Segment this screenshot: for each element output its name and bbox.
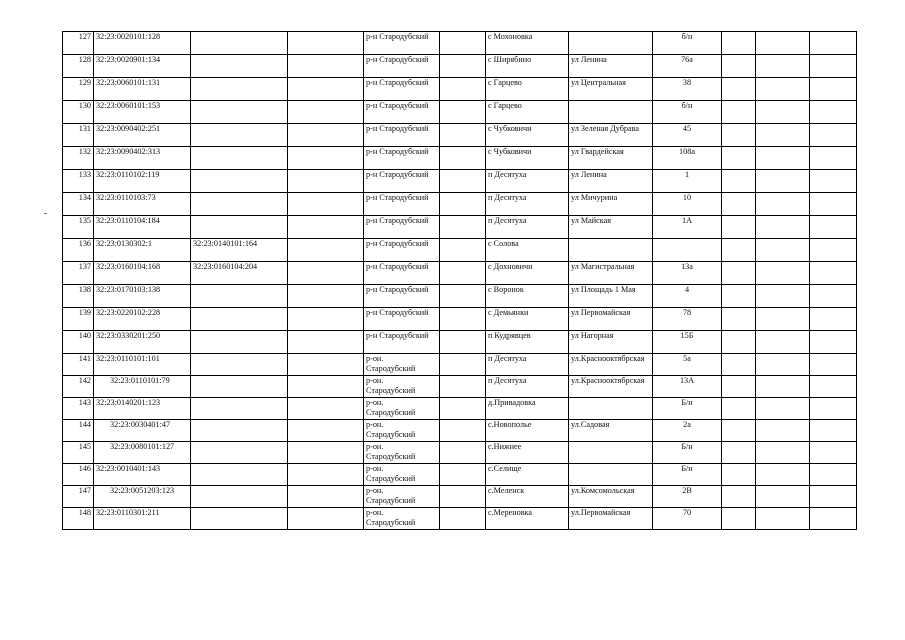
empty-cell [756, 239, 810, 262]
district-cell: р-он. Стародубский [364, 376, 440, 398]
row-number: 148 [63, 508, 94, 530]
street-cell [569, 464, 653, 486]
district-cell: р-н Стародубский [364, 308, 440, 331]
empty-cell [440, 331, 486, 354]
empty-cell [288, 308, 364, 331]
empty-cell [440, 262, 486, 285]
empty-cell [756, 193, 810, 216]
street-cell: ул Первомайская [569, 308, 653, 331]
empty-cell [756, 262, 810, 285]
cadastral-number: 32:23:0020901:134 [94, 55, 191, 78]
settlement-cell: с.Нижнее [486, 442, 569, 464]
empty-cell [722, 376, 756, 398]
empty-cell [810, 354, 857, 376]
cadastral-number-2 [191, 486, 288, 508]
cadastral-number-2 [191, 170, 288, 193]
street-cell: ул Площадь 1 Мая [569, 285, 653, 308]
empty-cell [722, 193, 756, 216]
empty-cell [810, 464, 857, 486]
district-cell: р-н Стародубский [364, 331, 440, 354]
row-number: 137 [63, 262, 94, 285]
table-row [63, 78, 857, 101]
street-cell: ул Майская [569, 216, 653, 239]
table-row [63, 442, 857, 464]
empty-cell [756, 354, 810, 376]
empty-cell [810, 170, 857, 193]
house-number-cell: 10 [653, 193, 722, 216]
street-cell: ул.Комсомольская [569, 486, 653, 508]
table-row [63, 124, 857, 147]
row-number: 142 [63, 376, 94, 398]
cadastral-number-2 [191, 442, 288, 464]
street-cell [569, 101, 653, 124]
house-number-cell: 2В [653, 486, 722, 508]
empty-cell [722, 442, 756, 464]
cadastral-number: 32:23:0220102:228 [94, 308, 191, 331]
empty-cell [756, 308, 810, 331]
row-number: 130 [63, 101, 94, 124]
empty-cell [756, 55, 810, 78]
empty-cell [440, 239, 486, 262]
street-cell: ул.Краснооктябрская [569, 376, 653, 398]
table-body [63, 32, 857, 530]
settlement-cell: п Кудрявцев [486, 331, 569, 354]
empty-cell [722, 398, 756, 420]
table-row [63, 420, 857, 442]
empty-cell [440, 376, 486, 398]
district-cell: р-он. Стародубский [364, 464, 440, 486]
settlement-cell: с.Меленск [486, 486, 569, 508]
cadastral-number-2 [191, 464, 288, 486]
district-cell: р-он. Стародубский [364, 398, 440, 420]
empty-cell [288, 55, 364, 78]
street-cell: ул Магистральная [569, 262, 653, 285]
cadastral-number-2 [191, 285, 288, 308]
empty-cell [810, 216, 857, 239]
street-cell: ул Зеленая Дубрава [569, 124, 653, 147]
table-row [63, 32, 857, 55]
row-number: 144 [63, 420, 94, 442]
cadastral-number: 32:23:0060101:131 [94, 78, 191, 101]
empty-cell [810, 308, 857, 331]
house-number-cell: 2а [653, 420, 722, 442]
cadastral-number: 32:23:0020101:128 [94, 32, 191, 55]
row-number: 131 [63, 124, 94, 147]
row-number: 127 [63, 32, 94, 55]
empty-cell [722, 170, 756, 193]
table-row [63, 101, 857, 124]
district-cell: р-он. Стародубский [364, 354, 440, 376]
empty-cell [722, 147, 756, 170]
cadastral-number-2 [191, 308, 288, 331]
cadastral-number-2: 32:23:0140101:164 [191, 239, 288, 262]
cadastral-number: 32:23:0160104:168 [94, 262, 191, 285]
cadastral-number-2 [191, 398, 288, 420]
table-row [63, 376, 857, 398]
empty-cell [440, 420, 486, 442]
empty-cell [810, 376, 857, 398]
district-cell: р-он. Стародубский [364, 486, 440, 508]
empty-cell [756, 442, 810, 464]
cadastral-number-2 [191, 354, 288, 376]
settlement-cell: с.Селище [486, 464, 569, 486]
empty-cell [288, 124, 364, 147]
settlement-cell: п Десятуха [486, 376, 569, 398]
street-cell: ул Гвардейская [569, 147, 653, 170]
empty-cell [288, 216, 364, 239]
empty-cell [810, 78, 857, 101]
empty-cell [440, 78, 486, 101]
street-cell: ул.Садовая [569, 420, 653, 442]
empty-cell [810, 420, 857, 442]
row-number: 138 [63, 285, 94, 308]
cadastral-number-2: 32:23:0160104:204 [191, 262, 288, 285]
empty-cell [756, 398, 810, 420]
cadastral-number: 32:23:0330201:250 [94, 331, 191, 354]
street-cell: ул Ленина [569, 170, 653, 193]
house-number-cell [653, 239, 722, 262]
street-cell: ул Центральная [569, 78, 653, 101]
house-number-cell: 1 [653, 170, 722, 193]
table-row [63, 331, 857, 354]
row-number: 145 [63, 442, 94, 464]
empty-cell [288, 170, 364, 193]
cadastral-number-2 [191, 32, 288, 55]
empty-cell [440, 101, 486, 124]
settlement-cell: с Чубковичи [486, 124, 569, 147]
house-number-cell: 78 [653, 308, 722, 331]
house-number-cell: 38 [653, 78, 722, 101]
row-number: 129 [63, 78, 94, 101]
street-cell [569, 32, 653, 55]
cadastral-number-2 [191, 55, 288, 78]
empty-cell [288, 508, 364, 530]
empty-cell [722, 331, 756, 354]
cadastral-number: 32:23:0080101:127 [94, 442, 191, 464]
cadastral-number: 32:23:0130302:1 [94, 239, 191, 262]
empty-cell [440, 398, 486, 420]
district-cell: р-н Стародубский [364, 78, 440, 101]
settlement-cell: с Воронок [486, 285, 569, 308]
empty-cell [810, 262, 857, 285]
empty-cell [756, 486, 810, 508]
empty-cell [288, 420, 364, 442]
empty-cell [722, 101, 756, 124]
empty-cell [756, 420, 810, 442]
settlement-cell: с Гарцево [486, 78, 569, 101]
empty-cell [722, 78, 756, 101]
cadastral-number-2 [191, 508, 288, 530]
empty-cell [810, 32, 857, 55]
cadastral-number-2 [191, 78, 288, 101]
empty-cell [722, 464, 756, 486]
house-number-cell: 13А [653, 376, 722, 398]
settlement-cell: с Ширябино [486, 55, 569, 78]
house-number-cell: 76а [653, 55, 722, 78]
empty-cell [810, 101, 857, 124]
house-number-cell: 70 [653, 508, 722, 530]
empty-cell [810, 442, 857, 464]
table-row [63, 262, 857, 285]
empty-cell [440, 55, 486, 78]
settlement-cell: с.Новополье [486, 420, 569, 442]
empty-cell [722, 420, 756, 442]
settlement-cell: с Гарцево [486, 101, 569, 124]
house-number-cell: 45 [653, 124, 722, 147]
empty-cell [440, 170, 486, 193]
empty-cell [756, 101, 810, 124]
empty-cell [440, 193, 486, 216]
district-cell: р-н Стародубский [364, 193, 440, 216]
settlement-cell: с Дохновичи [486, 262, 569, 285]
street-cell [569, 398, 653, 420]
house-number-cell: 108а [653, 147, 722, 170]
cadastral-number: 32:23:0060101:153 [94, 101, 191, 124]
district-cell: р-он. Стародубский [364, 508, 440, 530]
table-row [63, 170, 857, 193]
empty-cell [756, 508, 810, 530]
district-cell: р-н Стародубский [364, 124, 440, 147]
empty-cell [288, 262, 364, 285]
house-number-cell: 5а [653, 354, 722, 376]
empty-cell [440, 442, 486, 464]
district-cell: р-н Стародубский [364, 262, 440, 285]
district-cell: р-н Стародубский [364, 147, 440, 170]
empty-cell [288, 193, 364, 216]
house-number-cell: Б/н [653, 398, 722, 420]
empty-cell [722, 308, 756, 331]
district-cell: р-н Стародубский [364, 55, 440, 78]
house-number-cell: б/н [653, 32, 722, 55]
empty-cell [810, 147, 857, 170]
empty-cell [756, 285, 810, 308]
district-cell: р-н Стародубский [364, 216, 440, 239]
settlement-cell: п Десятуха [486, 193, 569, 216]
settlement-cell: с Демьянки [486, 308, 569, 331]
empty-cell [722, 32, 756, 55]
empty-cell [810, 239, 857, 262]
empty-cell [440, 508, 486, 530]
empty-cell [440, 464, 486, 486]
settlement-cell: п Десятуха [486, 170, 569, 193]
empty-cell [722, 124, 756, 147]
cadastral-number: 32:23:0051203:123 [94, 486, 191, 508]
empty-cell [810, 124, 857, 147]
empty-cell [288, 354, 364, 376]
house-number-cell: 1А [653, 216, 722, 239]
table-row [63, 193, 857, 216]
settlement-cell: с Солова [486, 239, 569, 262]
settlement-cell: с.Мереновка [486, 508, 569, 530]
house-number-cell: 4 [653, 285, 722, 308]
empty-cell [722, 239, 756, 262]
empty-cell [288, 486, 364, 508]
table-row [63, 147, 857, 170]
empty-cell [756, 78, 810, 101]
table-row [63, 308, 857, 331]
empty-cell [756, 331, 810, 354]
street-cell: ул Нагорная [569, 331, 653, 354]
cadastral-number: 32:23:0110102:119 [94, 170, 191, 193]
row-number: 140 [63, 331, 94, 354]
district-cell: р-н Стародубский [364, 170, 440, 193]
empty-cell [756, 124, 810, 147]
empty-cell [288, 376, 364, 398]
cadastral-number: 32:23:0110301:211 [94, 508, 191, 530]
row-number: 136 [63, 239, 94, 262]
street-cell [569, 239, 653, 262]
empty-cell [288, 32, 364, 55]
table-row [63, 216, 857, 239]
cadastral-number-2 [191, 420, 288, 442]
row-number: 143 [63, 398, 94, 420]
cadastral-number: 32:23:0110101:79 [94, 376, 191, 398]
empty-cell [810, 55, 857, 78]
settlement-cell: с Мохоновка [486, 32, 569, 55]
cadastral-number-2 [191, 376, 288, 398]
table-row [63, 239, 857, 262]
cadastral-number-2 [191, 193, 288, 216]
settlement-cell: п Десятуха [486, 354, 569, 376]
row-number: 146 [63, 464, 94, 486]
row-number: 141 [63, 354, 94, 376]
row-number: 128 [63, 55, 94, 78]
district-cell: р-он. Стародубский [364, 442, 440, 464]
empty-cell [722, 262, 756, 285]
empty-cell [288, 464, 364, 486]
empty-cell [722, 285, 756, 308]
empty-cell [440, 354, 486, 376]
settlement-cell: д.Привадовка [486, 398, 569, 420]
empty-cell [288, 101, 364, 124]
settlement-cell: с Чубковичи [486, 147, 569, 170]
row-number: 134 [63, 193, 94, 216]
table-row [63, 486, 857, 508]
empty-cell [810, 486, 857, 508]
district-cell: р-н Стародубский [364, 32, 440, 55]
table-row [63, 508, 857, 530]
empty-cell [440, 285, 486, 308]
district-cell: р-н Стародубский [364, 101, 440, 124]
empty-cell [440, 308, 486, 331]
cadastral-number: 32:23:0010401:143 [94, 464, 191, 486]
empty-cell [722, 354, 756, 376]
cadastral-number-2 [191, 147, 288, 170]
cadastral-number: 32:23:0110101:101 [94, 354, 191, 376]
table-row [63, 285, 857, 308]
empty-cell [756, 216, 810, 239]
row-number: 135 [63, 216, 94, 239]
scan-speck [44, 213, 47, 214]
empty-cell [288, 78, 364, 101]
house-number-cell: 13а [653, 262, 722, 285]
empty-cell [810, 285, 857, 308]
table-row [63, 398, 857, 420]
row-number: 132 [63, 147, 94, 170]
empty-cell [756, 376, 810, 398]
document-page [62, 31, 856, 530]
street-cell: ул.Краснооктябрская [569, 354, 653, 376]
empty-cell [288, 285, 364, 308]
district-cell: р-н Стародубский [364, 285, 440, 308]
empty-cell [722, 216, 756, 239]
row-number: 139 [63, 308, 94, 331]
cadastral-number-2 [191, 101, 288, 124]
empty-cell [722, 486, 756, 508]
cadastral-number-2 [191, 216, 288, 239]
empty-cell [756, 464, 810, 486]
cadastral-number: 32:23:0110103:73 [94, 193, 191, 216]
empty-cell [288, 331, 364, 354]
cadastral-number-2 [191, 124, 288, 147]
empty-cell [440, 124, 486, 147]
empty-cell [440, 32, 486, 55]
empty-cell [810, 193, 857, 216]
cadastral-number-2 [191, 331, 288, 354]
house-number-cell: б/н [653, 101, 722, 124]
house-number-cell: Б/н [653, 464, 722, 486]
empty-cell [810, 398, 857, 420]
table-row [63, 55, 857, 78]
row-number: 133 [63, 170, 94, 193]
street-cell: ул.Первомайская [569, 508, 653, 530]
cadastral-number: 32:23:0090402:251 [94, 124, 191, 147]
empty-cell [810, 331, 857, 354]
empty-cell [288, 239, 364, 262]
settlement-cell: п Десятуха [486, 216, 569, 239]
district-cell: р-н Стародубский [364, 239, 440, 262]
district-cell: р-он. Стародубский [364, 420, 440, 442]
table-row [63, 464, 857, 486]
street-cell: ул Ленина [569, 55, 653, 78]
row-number: 147 [63, 486, 94, 508]
empty-cell [440, 486, 486, 508]
cadastral-number: 32:23:0090402:313 [94, 147, 191, 170]
house-number-cell: 15Б [653, 331, 722, 354]
empty-cell [288, 398, 364, 420]
property-table [62, 31, 857, 530]
empty-cell [288, 147, 364, 170]
empty-cell [756, 170, 810, 193]
empty-cell [440, 147, 486, 170]
cadastral-number: 32:23:0030401:47 [94, 420, 191, 442]
empty-cell [440, 216, 486, 239]
house-number-cell: Б/н [653, 442, 722, 464]
cadastral-number: 32:23:0110104:184 [94, 216, 191, 239]
empty-cell [722, 508, 756, 530]
cadastral-number: 32:23:0170103:138 [94, 285, 191, 308]
empty-cell [756, 32, 810, 55]
empty-cell [288, 442, 364, 464]
street-cell [569, 442, 653, 464]
empty-cell [756, 147, 810, 170]
empty-cell [722, 55, 756, 78]
empty-cell [810, 508, 857, 530]
street-cell: ул Мичурина [569, 193, 653, 216]
cadastral-number: 32:23:0140201:123 [94, 398, 191, 420]
table-row [63, 354, 857, 376]
